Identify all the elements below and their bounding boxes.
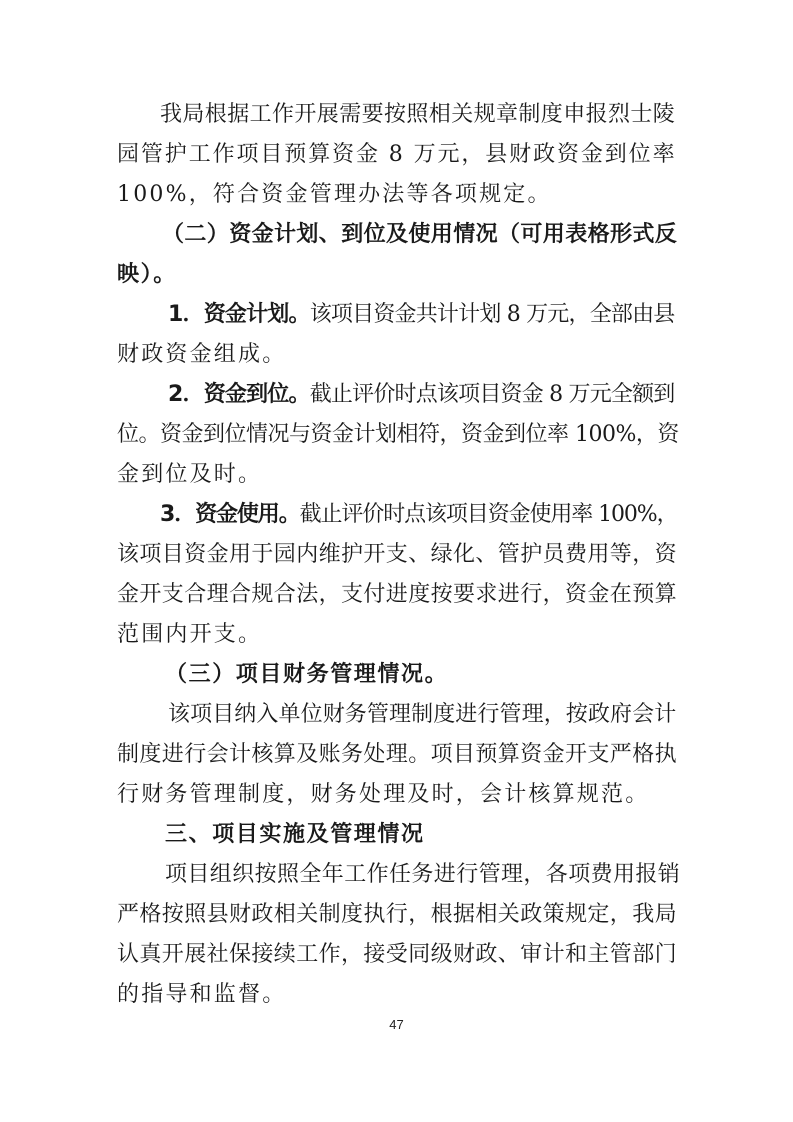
- item-lead: 3．资金使用。: [160, 502, 300, 527]
- paragraph-line: 行财务管理制度，财务处理及时，会计核算规范。: [117, 782, 650, 807]
- paragraph-line: 项目组织按照全年工作任务进行管理，各项费用报销: [165, 862, 681, 887]
- paragraph-line: 财政资金组成。: [117, 342, 287, 367]
- paragraph-line: 的指导和监督。: [117, 982, 287, 1007]
- section-heading: 三、项目实施及管理情况: [165, 822, 425, 847]
- item-lead: 1．资金计划。: [168, 302, 310, 327]
- paragraph-line: [168, 300, 675, 330]
- item-lead: 2．资金到位。: [168, 382, 310, 407]
- section-heading: （三）项目财务管理情况。: [165, 662, 449, 687]
- item-text: 该项目资金共计计划 8 万元，全部由县: [309, 302, 675, 327]
- paragraph-line: 位。资金到位情况与资金计划相符，资金到位率 100%，资: [117, 422, 679, 447]
- paragraph-line: 我局根据工作开展需要按照相关规章制度申报烈士陵: [160, 102, 676, 127]
- section-heading: 映）。: [117, 262, 177, 287]
- paragraph-line: 100%，符合资金管理办法等各项规定。: [117, 182, 552, 207]
- paragraph-line: 金到位及时。: [117, 462, 263, 487]
- paragraph-line: [168, 380, 675, 410]
- item-text: 截止评价时点该项目资金使用率 100%，: [299, 502, 678, 527]
- paragraph-line: 该项目纳入单位财务管理制度进行管理，按政府会计: [168, 702, 677, 727]
- paragraph-line: [160, 500, 678, 530]
- paragraph-line: 园管护工作项目预算资金 8 万元，县财政资金到位率: [117, 142, 677, 167]
- section-heading: （二）资金计划、到位及使用情况（可用表格形式反: [162, 222, 678, 247]
- page-number: 47: [389, 1017, 404, 1032]
- paragraph-line: 认真开展社保接续工作，接受同级财政、审计和主管部门: [117, 942, 678, 967]
- paragraph-line: 严格按照县财政相关制度执行，根据相关政策规定，我局: [117, 902, 678, 927]
- paragraph-line: 制度进行会计核算及账务处理。项目预算资金开支严格执: [117, 742, 678, 767]
- paragraph-line: 范围内开支。: [117, 622, 263, 647]
- paragraph-line: 金开支合理合规合法，支付进度按要求进行，资金在预算: [117, 582, 678, 607]
- paragraph-line: 该项目资金用于园内维护开支、绿化、管护员费用等，资: [117, 542, 678, 567]
- item-text: 截止评价时点该项目资金 8 万元全额到: [309, 382, 675, 407]
